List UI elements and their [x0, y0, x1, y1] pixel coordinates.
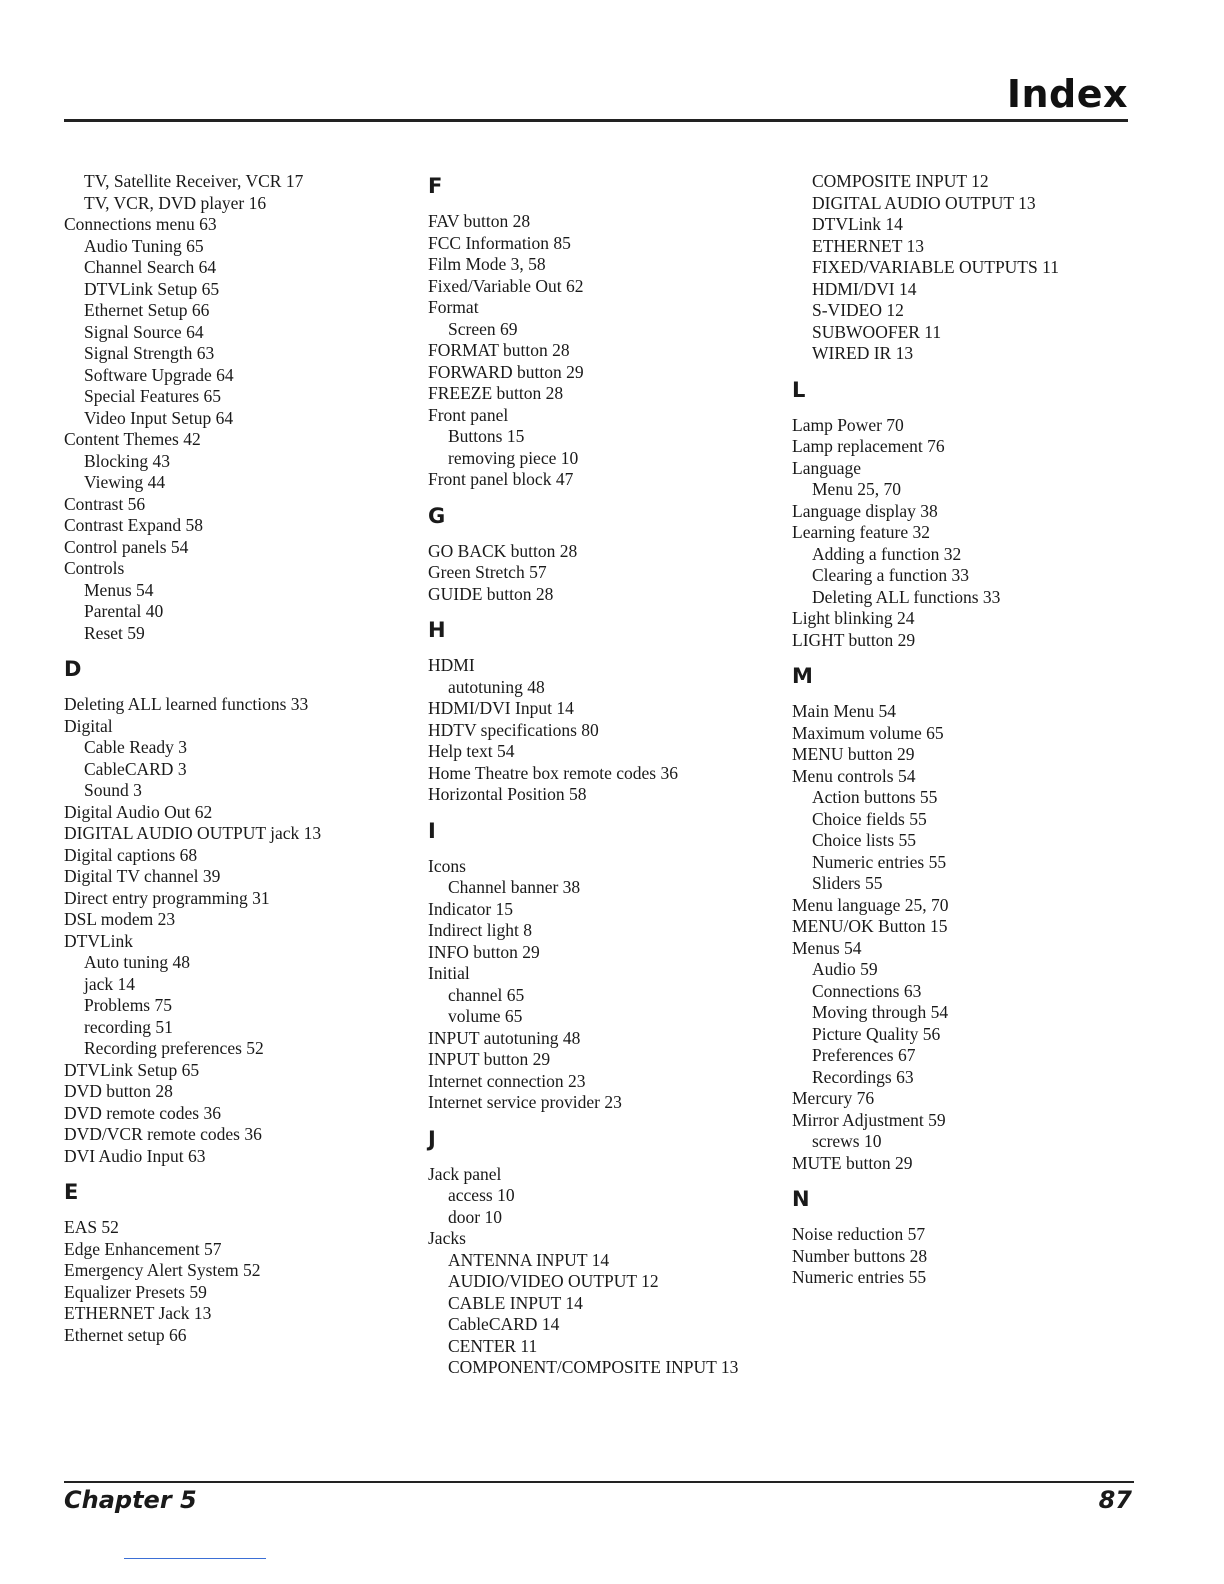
index-subentry: S-VIDEO 12 [812, 300, 904, 320]
index-entry: Home Theatre box remote codes 36 [428, 762, 678, 783]
index-entry: Numeric entries 55 [792, 1267, 927, 1287]
section-letter: M [792, 664, 813, 688]
section-letter: L [792, 377, 806, 402]
index-subentry: recording 51 [84, 1016, 173, 1037]
index-subentry: Auto tuning 48 [84, 952, 190, 972]
section-letter: J [428, 1126, 436, 1151]
index-subentry: Blocking 43 [84, 450, 171, 471]
index-subentry: removing piece 10 [448, 447, 579, 468]
index-entry: INPUT button 29 [428, 1049, 551, 1069]
index-subentry: Problems 75 [84, 995, 172, 1015]
index-entry: FREEZE button 28 [428, 383, 564, 403]
index-entry: Menus 54 [792, 937, 862, 958]
index-entry: HDMI/DVI Input 14 [428, 698, 574, 718]
index-entry: Menu language 25, 70 [792, 894, 949, 915]
index-subentry: Screen 69 [448, 318, 518, 339]
index-entry: Help text 54 [428, 741, 515, 761]
index-entry: Controls [64, 558, 125, 578]
index-entry: HDTV specifications 80 [428, 719, 599, 740]
index-entry: Jack panel [428, 1163, 502, 1184]
index-subentry: Recording preferences 52 [84, 1038, 264, 1058]
index-entry: INFO button 29 [428, 941, 540, 962]
index-entry: INPUT autotuning 48 [428, 1027, 581, 1048]
index-subentry: ETHERNET 13 [812, 235, 924, 256]
index-entry: Learning feature 32 [792, 522, 930, 542]
index-subentry: Software Upgrade 64 [84, 364, 234, 385]
index-subentry: CABLE INPUT 14 [448, 1292, 583, 1313]
section-letter: H [428, 618, 446, 642]
index-entry: Light blinking 24 [792, 608, 915, 628]
index-subentry: Action buttons 55 [812, 787, 938, 807]
index-entry: EAS 52 [64, 1217, 119, 1237]
index-entry: Film Mode 3, 58 [428, 254, 546, 274]
index-entry: Format [428, 297, 479, 317]
index-subentry: autotuning 48 [448, 676, 545, 697]
index-subentry: access 10 [448, 1185, 515, 1205]
index-entry: Digital TV channel 39 [64, 866, 221, 886]
index-entry: FORWARD button 29 [428, 361, 584, 382]
index-subentry: Sound 3 [84, 780, 142, 800]
index-entry: Edge Enhancement 57 [64, 1238, 222, 1259]
index-subentry: Special Features 65 [84, 386, 222, 406]
index-entry: Digital Audio Out 62 [64, 801, 213, 822]
index-subentry: Recordings 63 [812, 1066, 914, 1087]
index-entry: Jacks [428, 1228, 466, 1248]
index-subentry: COMPOSITE INPUT 12 [812, 171, 989, 191]
index-entry: DVD remote codes 36 [64, 1102, 221, 1123]
index-entry: Control panels 54 [64, 536, 189, 557]
index-subentry: AUDIO/VIDEO OUTPUT 12 [448, 1271, 659, 1291]
index-entry: Connections menu 63 [64, 214, 217, 234]
index-entry: Digital captions 68 [64, 844, 198, 865]
index-entry: Emergency Alert System 52 [64, 1260, 261, 1280]
index-subentry: Video Input Setup 64 [84, 407, 234, 428]
index-entry: Noise reduction 57 [792, 1224, 926, 1244]
index-subentry: Moving through 54 [812, 1002, 949, 1022]
index-entry: MENU/OK Button 15 [792, 916, 948, 936]
index-subentry: door 10 [448, 1206, 502, 1227]
index-subentry: Audio 59 [812, 959, 878, 979]
index-entry: Internet connection 23 [428, 1070, 586, 1091]
section-letter: G [428, 503, 446, 528]
index-subentry: Menu 25, 70 [812, 479, 901, 499]
index-subentry: Channel Search 64 [84, 257, 217, 277]
index-subentry: Cable Ready 3 [84, 737, 188, 757]
index-entry: Maximum volume 65 [792, 722, 944, 743]
index-entry: Indicator 15 [428, 898, 514, 919]
decorative-line [124, 1558, 266, 1559]
index-entry: Equalizer Presets 59 [64, 1281, 207, 1302]
index-subentry: CableCARD 14 [448, 1314, 560, 1334]
index-subentry: ANTENNA INPUT 14 [448, 1249, 610, 1270]
index-entry: HDMI [428, 655, 475, 675]
chapter-label: Chapter 5 [64, 1486, 197, 1514]
index-entry: Mirror Adjustment 59 [792, 1109, 946, 1130]
section-letter: E [64, 1180, 79, 1204]
index-entry: LIGHT button 29 [792, 629, 916, 650]
index-subentry: FIXED/VARIABLE OUTPUTS 11 [812, 257, 1059, 277]
index-subentry: Signal Source 64 [84, 321, 204, 342]
index-entry: DIGITAL AUDIO OUTPUT jack 13 [64, 823, 322, 843]
index-entry: Green Stretch 57 [428, 562, 547, 582]
index-subentry: TV, VCR, DVD player 16 [84, 192, 267, 213]
index-entry: Deleting ALL learned functions 33 [64, 694, 309, 714]
index-subentry: Ethernet Setup 66 [84, 300, 210, 320]
index-subentry: jack 14 [84, 973, 136, 994]
index-subentry: Sliders 55 [812, 873, 883, 893]
index-entry: Lamp Power 70 [792, 414, 904, 435]
section-letter: D [64, 657, 82, 681]
index-subentry: HDMI/DVI 14 [812, 278, 917, 299]
index-subentry: CENTER 11 [448, 1335, 538, 1356]
index-entry: Digital [64, 715, 113, 736]
index-entry: Lamp replacement 76 [792, 436, 945, 456]
index-entry: Contrast Expand 58 [64, 515, 204, 535]
index-entry: GO BACK button 28 [428, 540, 578, 561]
index-column-3 [792, 171, 1152, 1289]
index-entry: Menu controls 54 [792, 765, 916, 786]
index-subentry: Viewing 44 [84, 472, 166, 492]
index-entry: Main Menu 54 [792, 701, 897, 721]
index-entry: ETHERNET Jack 13 [64, 1303, 212, 1323]
index-column-2 [428, 171, 788, 1379]
index-subentry: CableCARD 3 [84, 758, 187, 779]
section-letter: I [428, 818, 436, 843]
index-entry: DTVLink [64, 930, 134, 951]
index-entry: FAV button 28 [428, 211, 531, 231]
index-entry: Fixed/Variable Out 62 [428, 275, 584, 296]
index-subentry: Channel banner 38 [448, 877, 581, 897]
index-entry: FCC Information 85 [428, 232, 571, 253]
index-subentry: Signal Strength 63 [84, 343, 215, 363]
index-entry: Internet service provider 23 [428, 1092, 622, 1112]
index-subentry: Clearing a function 33 [812, 565, 969, 585]
section-letter: N [792, 1187, 810, 1211]
index-subentry: COMPONENT/COMPOSITE INPUT 13 [448, 1357, 739, 1377]
index-subentry: WIRED IR 13 [812, 343, 914, 363]
index-entry: Indirect light 8 [428, 920, 533, 940]
index-subentry: Parental 40 [84, 601, 164, 621]
index-subentry: Menus 54 [84, 579, 154, 600]
page-title: Index [1006, 72, 1128, 116]
index-subentry: Numeric entries 55 [812, 851, 947, 872]
index-entry: GUIDE button 28 [428, 583, 554, 604]
index-entry: Number buttons 28 [792, 1245, 928, 1266]
index-entry: MENU button 29 [792, 744, 915, 764]
index-entry: FORMAT button 28 [428, 340, 570, 360]
index-subentry: SUBWOOFER 11 [812, 321, 942, 342]
index-entry: DVD/VCR remote codes 36 [64, 1124, 262, 1144]
index-entry: DVD button 28 [64, 1081, 173, 1101]
index-subentry: Choice fields 55 [812, 808, 927, 829]
index-subentry: DTVLink 14 [812, 214, 903, 234]
index-subentry: Adding a function 32 [812, 543, 962, 564]
index-entry: Content Themes 42 [64, 429, 201, 449]
index-subentry: DIGITAL AUDIO OUTPUT 13 [812, 192, 1036, 213]
index-entry: Language [792, 457, 861, 478]
index-entry: Contrast 56 [64, 493, 146, 514]
index-entry: Ethernet setup 66 [64, 1324, 187, 1345]
index-subentry: DTVLink Setup 65 [84, 278, 220, 299]
index-subentry: Picture Quality 56 [812, 1023, 941, 1044]
index-entry: Icons [428, 855, 466, 876]
index-subentry: Choice lists 55 [812, 830, 917, 850]
index-entry: DSL modem 23 [64, 909, 176, 929]
index-subentry: Reset 59 [84, 622, 145, 643]
index-entry: DVI Audio Input 63 [64, 1145, 206, 1166]
index-entry: Direct entry programming 31 [64, 887, 270, 908]
index-column-1 [64, 171, 424, 1346]
index-subentry: Connections 63 [812, 980, 922, 1001]
page-number: 87 [1098, 1486, 1132, 1514]
index-subentry: TV, Satellite Receiver, VCR 17 [84, 171, 304, 191]
index-subentry: Deleting ALL functions 33 [812, 586, 1001, 607]
index-entry: Mercury 76 [792, 1088, 875, 1108]
footer-rule [64, 1481, 1134, 1483]
index-subentry: Preferences 67 [812, 1045, 916, 1065]
section-letter: F [428, 174, 443, 198]
index-entry: Front panel block 47 [428, 469, 574, 489]
index-entry: MUTE button 29 [792, 1152, 913, 1173]
index-entry: Initial [428, 963, 470, 983]
header-rule [64, 119, 1128, 122]
index-subentry: Buttons 15 [448, 426, 525, 446]
index-entry: Front panel [428, 404, 509, 425]
index-subentry: Audio Tuning 65 [84, 235, 204, 256]
index-entry: Horizontal Position 58 [428, 784, 587, 804]
index-subentry: channel 65 [448, 984, 525, 1005]
index-entry: DTVLink Setup 65 [64, 1059, 200, 1080]
index-entry: Language display 38 [792, 500, 938, 521]
index-subentry: screws 10 [812, 1131, 882, 1151]
index-subentry: volume 65 [448, 1006, 523, 1026]
